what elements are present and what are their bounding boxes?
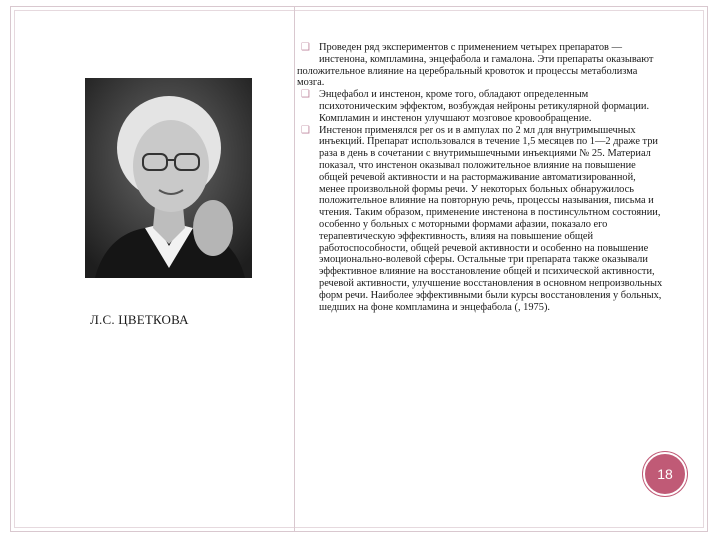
portrait-photo (85, 78, 252, 278)
bullet-marker-icon: ❑ (301, 89, 310, 101)
portrait-caption: Л.С. ЦВЕТКОВА (90, 312, 189, 327)
bullet-item-1 (297, 42, 663, 66)
bullet-continuation-1: положительное влияние на церебральный кровоток и процессы метаболизма мозга. (297, 65, 638, 89)
bullet-text-2: Энцефабол и инстенон, кроме того, обладают определенным психотоническим эффектом, возбуждая нейроны ретикулярной формации. Компламин и инстенон улучшают мозговое кровообращение. (319, 89, 650, 124)
text-column (297, 42, 663, 313)
bullet-item-2 (297, 89, 663, 124)
column-divider (294, 6, 295, 532)
bullet-item-3 (297, 125, 663, 314)
bullet-text-3: Инстенон применялся per os и в ампулах по 2 мл для внутримышечных инъекций. Препарат использовался в течение 1,5 месяцев по 1—2 драже три раза в день в сочетании с внутримышечными инъекциями № 25. Материал показал, что инстенон оказывал положительное влияние на повышение общей речевой активности и на растормаживание автоматизированной, менее произвольной формы речи. У некоторых больных обнаружилось положительное влияние на повторную речь, процессы называния, письма и чтения. Таким образом, применение инстенона в постинсультном состоянии, особенно у больных с моторными формами афазии, показало его терапевтическую эффективность, влияя на повышение общей работоспособности, общей речевой активности и особенно на повышение эмоционально-волевой сферы. Остальные три препарата также оказывали эффективное влияние на восстановление общей и психической активности, речевой активности, улучшение восстановления в основном непроизвольных форм речи. Наиболее эффективными были курсы восстановления у больных, шедших на фоне компламина и энцефабола (, 1975). (319, 124, 663, 313)
bullet-text-1: Проведен ряд экспериментов с применением четырех препаратов — инстенона, компламина, энцефабола и гамалона. Эти препараты оказывают (319, 42, 654, 65)
bullet-marker-icon: ❑ (301, 42, 310, 53)
page-number-badge: 18 (643, 452, 687, 496)
bullet-marker-icon: ❑ (301, 124, 310, 136)
